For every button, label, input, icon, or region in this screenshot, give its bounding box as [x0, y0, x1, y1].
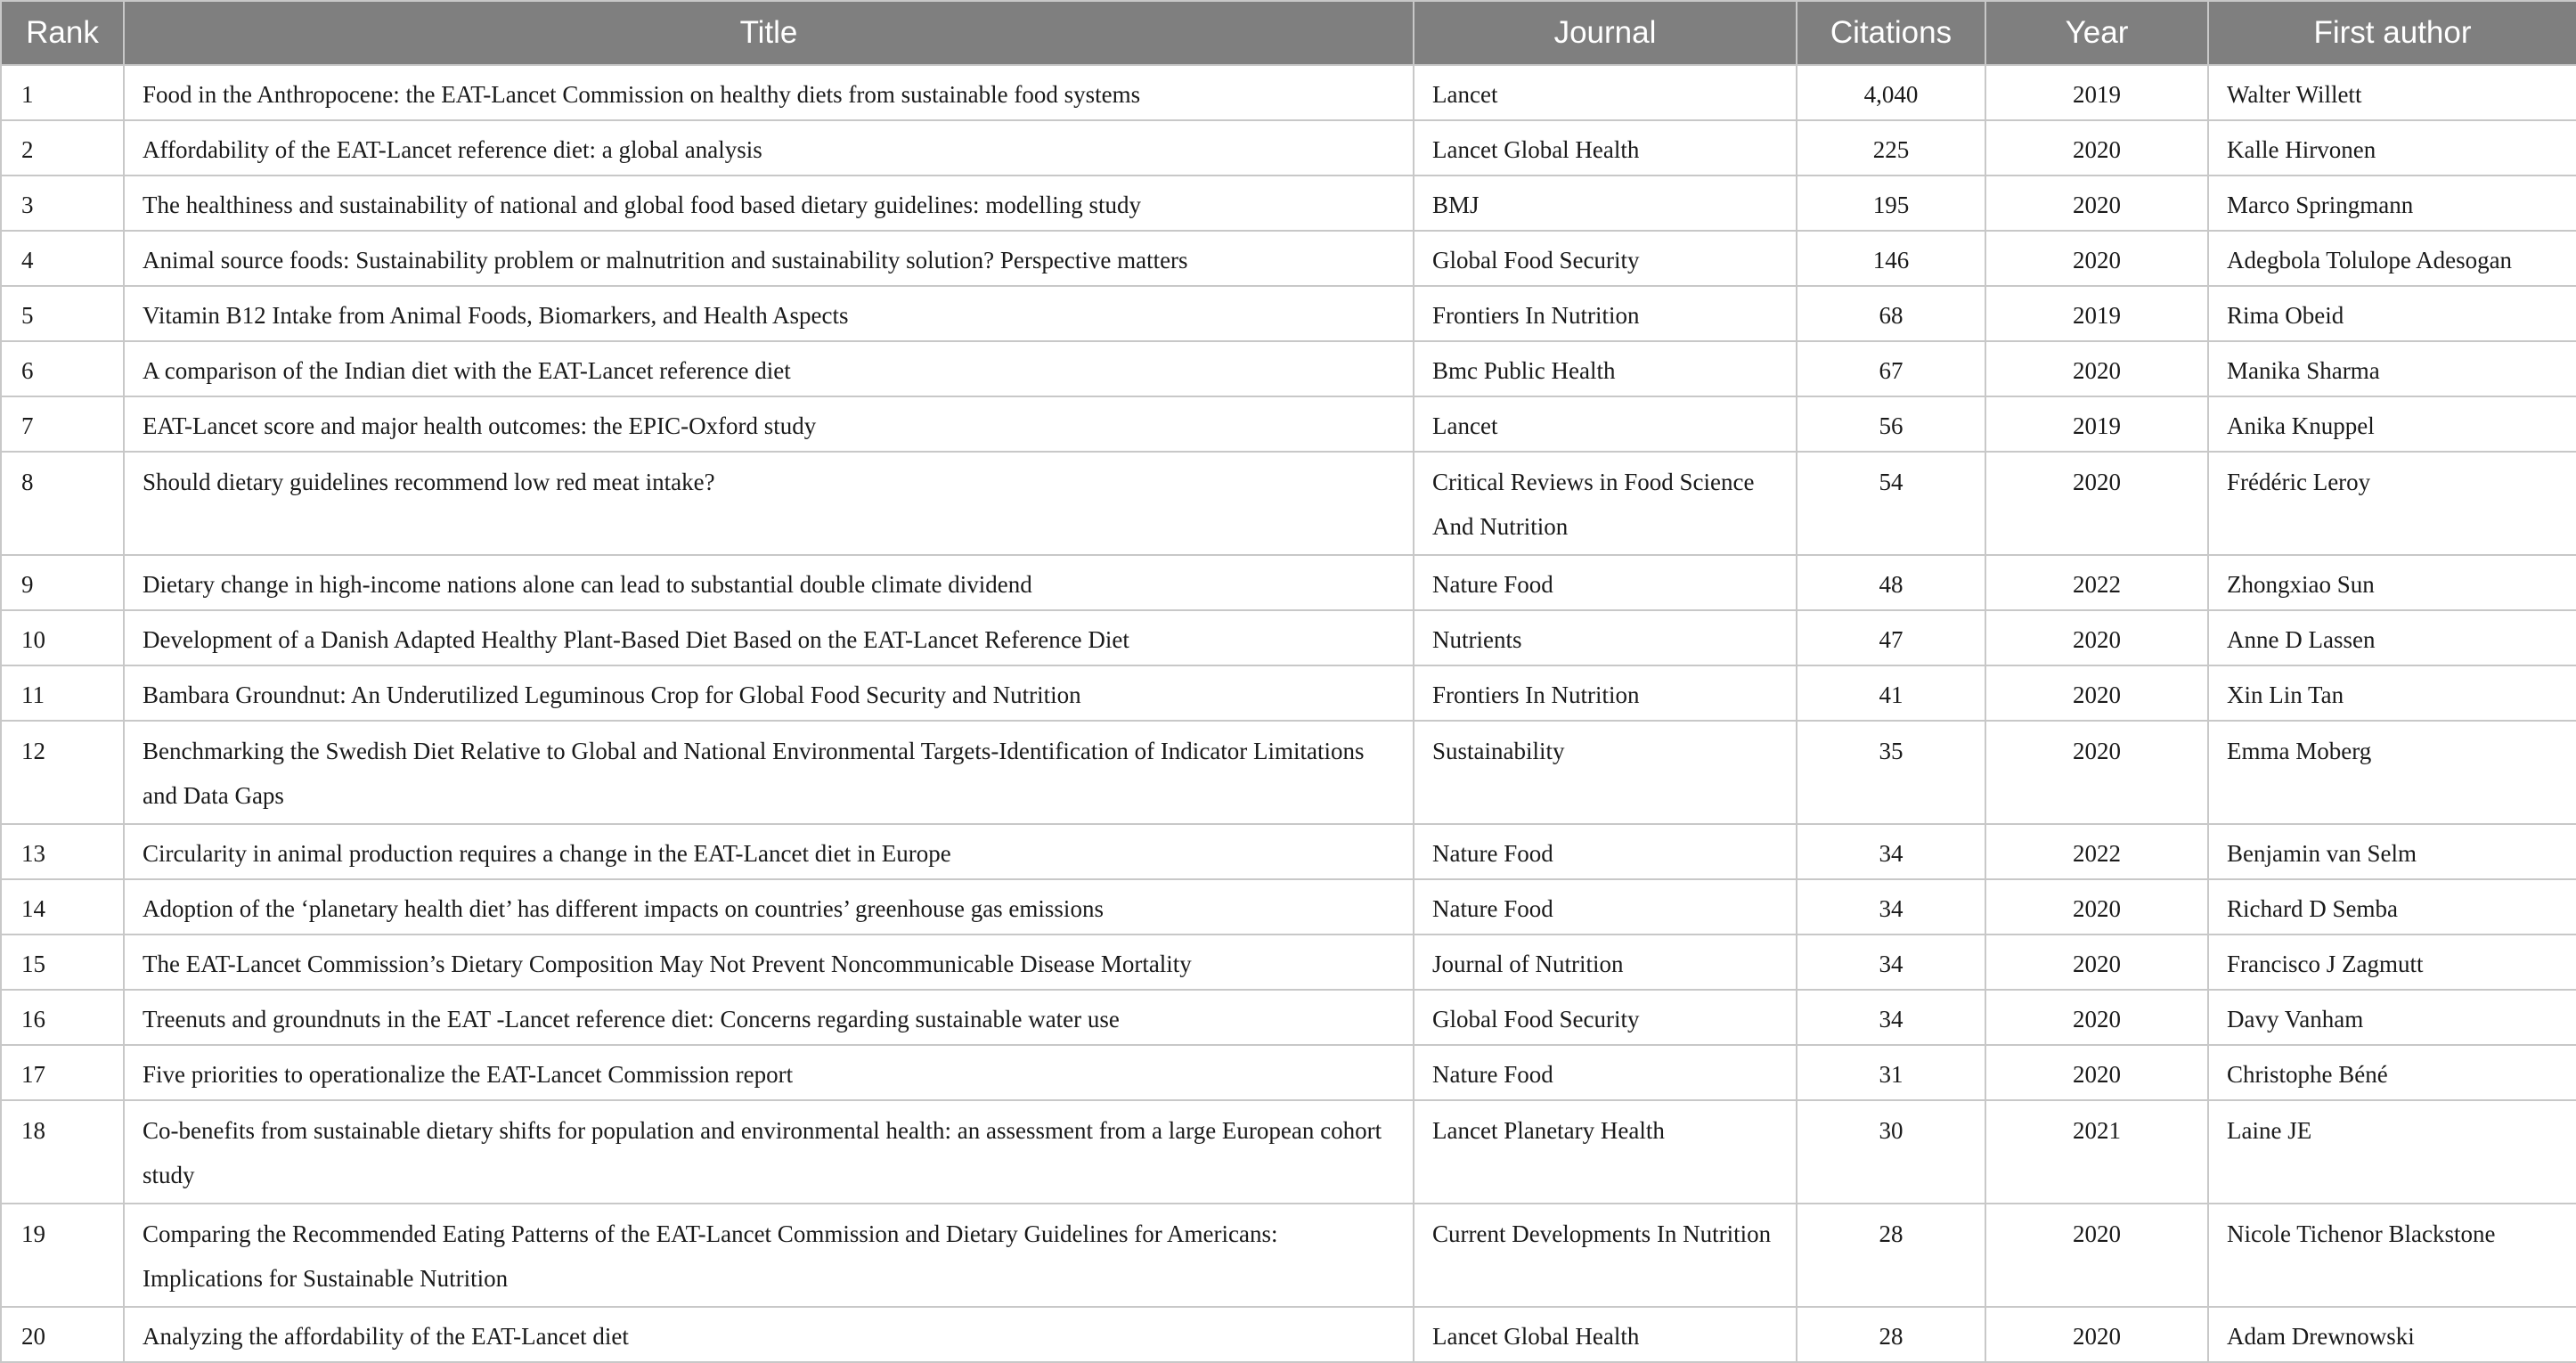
- cell-citations: 225: [1797, 120, 1985, 175]
- table-row: [1, 1045, 2576, 1100]
- cell-rank: 2: [1, 120, 124, 175]
- cell-title: Should dietary guidelines recommend low red meat intake?: [124, 452, 1414, 555]
- cell-rank: 19: [1, 1204, 124, 1307]
- cell-year: 2022: [1985, 555, 2208, 610]
- cell-title: Five priorities to operationalize the EAT-Lancet Commission report: [124, 1045, 1414, 1100]
- cell-citations: 48: [1797, 555, 1985, 610]
- cell-first-author: Richard D Semba: [2208, 879, 2576, 935]
- cell-year: 2020: [1985, 610, 2208, 665]
- cell-journal: Nature Food: [1414, 879, 1797, 935]
- cell-journal: Lancet Planetary Health: [1414, 1100, 1797, 1204]
- cell-first-author: Rima Obeid: [2208, 286, 2576, 341]
- cell-first-author: Walter Willett: [2208, 65, 2576, 120]
- table-row: [1, 286, 2576, 341]
- cell-title: Analyzing the affordability of the EAT-Lancet diet: [124, 1307, 1414, 1362]
- cell-rank: 15: [1, 935, 124, 990]
- cell-first-author: Benjamin van Selm: [2208, 824, 2576, 879]
- cell-first-author: Frédéric Leroy: [2208, 452, 2576, 555]
- cell-title: EAT-Lancet score and major health outcomes: the EPIC-Oxford study: [124, 396, 1414, 452]
- cell-rank: 7: [1, 396, 124, 452]
- cell-title: Circularity in animal production requires a change in the EAT-Lancet diet in Europe: [124, 824, 1414, 879]
- cell-rank: 12: [1, 721, 124, 824]
- cell-journal: BMJ: [1414, 175, 1797, 231]
- cell-title: Adoption of the ‘planetary health diet’ has different impacts on countries’ greenhouse gas emissions: [124, 879, 1414, 935]
- cell-year: 2020: [1985, 175, 2208, 231]
- cell-first-author: Anne D Lassen: [2208, 610, 2576, 665]
- table-row: [1, 175, 2576, 231]
- cell-title: Vitamin B12 Intake from Animal Foods, Biomarkers, and Health Aspects: [124, 286, 1414, 341]
- cell-journal: Nature Food: [1414, 824, 1797, 879]
- cell-title: The healthiness and sustainability of national and global food based dietary guidelines: modelling study: [124, 175, 1414, 231]
- cell-citations: 31: [1797, 1045, 1985, 1100]
- cell-title: Co-benefits from sustainable dietary shifts for population and environmental health: an assessment from a large European cohort study: [124, 1100, 1414, 1204]
- cell-year: 2020: [1985, 452, 2208, 555]
- cell-rank: 16: [1, 990, 124, 1045]
- cell-title: A comparison of the Indian diet with the EAT-Lancet reference diet: [124, 341, 1414, 396]
- cell-year: 2022: [1985, 824, 2208, 879]
- table-row: [1, 721, 2576, 824]
- cell-title: Bambara Groundnut: An Underutilized Leguminous Crop for Global Food Security and Nutrition: [124, 665, 1414, 721]
- cell-rank: 20: [1, 1307, 124, 1362]
- header-journal: Journal: [1414, 1, 1797, 65]
- table-body: [1, 65, 2576, 1362]
- table-row: [1, 65, 2576, 120]
- cell-journal: Journal of Nutrition: [1414, 935, 1797, 990]
- cell-citations: 35: [1797, 721, 1985, 824]
- cell-journal: Lancet Global Health: [1414, 1307, 1797, 1362]
- cell-first-author: Nicole Tichenor Blackstone: [2208, 1204, 2576, 1307]
- table-row: [1, 935, 2576, 990]
- table-row: [1, 555, 2576, 610]
- cell-year: 2020: [1985, 341, 2208, 396]
- cell-year: 2019: [1985, 396, 2208, 452]
- cell-title: Affordability of the EAT-Lancet reference diet: a global analysis: [124, 120, 1414, 175]
- cell-first-author: Emma Moberg: [2208, 721, 2576, 824]
- cell-year: 2019: [1985, 286, 2208, 341]
- cell-citations: 47: [1797, 610, 1985, 665]
- cell-citations: 146: [1797, 231, 1985, 286]
- cell-journal: Nutrients: [1414, 610, 1797, 665]
- table-header: [1, 1, 2576, 65]
- cell-citations: 30: [1797, 1100, 1985, 1204]
- header-citations: Citations: [1797, 1, 1985, 65]
- table-row: [1, 231, 2576, 286]
- cell-citations: 4,040: [1797, 65, 1985, 120]
- cell-citations: 28: [1797, 1307, 1985, 1362]
- table-row: [1, 824, 2576, 879]
- table-row: [1, 341, 2576, 396]
- cell-first-author: Marco Springmann: [2208, 175, 2576, 231]
- cell-journal: Global Food Security: [1414, 990, 1797, 1045]
- cell-year: 2019: [1985, 65, 2208, 120]
- cell-citations: 34: [1797, 990, 1985, 1045]
- cell-journal: Nature Food: [1414, 555, 1797, 610]
- cell-title: The EAT-Lancet Commission’s Dietary Composition May Not Prevent Noncommunicable Disease Mortality: [124, 935, 1414, 990]
- table-row: [1, 396, 2576, 452]
- cell-journal: Frontiers In Nutrition: [1414, 286, 1797, 341]
- cell-journal: Critical Reviews in Food Science And Nutrition: [1414, 452, 1797, 555]
- table-row: [1, 610, 2576, 665]
- table-row: [1, 452, 2576, 555]
- header-rank: Rank: [1, 1, 124, 65]
- cell-first-author: Adam Drewnowski: [2208, 1307, 2576, 1362]
- cell-rank: 17: [1, 1045, 124, 1100]
- cell-journal: Frontiers In Nutrition: [1414, 665, 1797, 721]
- cell-rank: 10: [1, 610, 124, 665]
- cell-first-author: Anika Knuppel: [2208, 396, 2576, 452]
- cell-journal: Bmc Public Health: [1414, 341, 1797, 396]
- cell-rank: 11: [1, 665, 124, 721]
- cell-title: Benchmarking the Swedish Diet Relative to Global and National Environmental Targets-Identification of Indicator Limitations and Data Gaps: [124, 721, 1414, 824]
- cell-rank: 13: [1, 824, 124, 879]
- cell-rank: 8: [1, 452, 124, 555]
- cell-citations: 34: [1797, 935, 1985, 990]
- cell-rank: 3: [1, 175, 124, 231]
- cell-year: 2020: [1985, 231, 2208, 286]
- cell-citations: 54: [1797, 452, 1985, 555]
- cell-title: Development of a Danish Adapted Healthy Plant-Based Diet Based on the EAT-Lancet Reference Diet: [124, 610, 1414, 665]
- cell-first-author: Francisco J Zagmutt: [2208, 935, 2576, 990]
- cell-first-author: Christophe Béné: [2208, 1045, 2576, 1100]
- cell-citations: 28: [1797, 1204, 1985, 1307]
- cell-title: Food in the Anthropocene: the EAT-Lancet Commission on healthy diets from sustainable food systems: [124, 65, 1414, 120]
- table-row: [1, 1307, 2576, 1362]
- table-row: [1, 879, 2576, 935]
- cell-rank: 1: [1, 65, 124, 120]
- cell-year: 2020: [1985, 665, 2208, 721]
- cell-first-author: Xin Lin Tan: [2208, 665, 2576, 721]
- cell-year: 2020: [1985, 1307, 2208, 1362]
- cell-citations: 67: [1797, 341, 1985, 396]
- cell-journal: Global Food Security: [1414, 231, 1797, 286]
- cell-journal: Nature Food: [1414, 1045, 1797, 1100]
- table-row: [1, 1100, 2576, 1204]
- header-first-author: First author: [2208, 1, 2576, 65]
- cell-year: 2021: [1985, 1100, 2208, 1204]
- cell-rank: 6: [1, 341, 124, 396]
- cell-year: 2020: [1985, 1204, 2208, 1307]
- table-row: [1, 990, 2576, 1045]
- cell-year: 2020: [1985, 990, 2208, 1045]
- cell-rank: 9: [1, 555, 124, 610]
- cell-citations: 34: [1797, 879, 1985, 935]
- cell-citations: 68: [1797, 286, 1985, 341]
- cell-year: 2020: [1985, 879, 2208, 935]
- cell-title: Treenuts and groundnuts in the EAT -Lancet reference diet: Concerns regarding sustainable water use: [124, 990, 1414, 1045]
- cell-first-author: Laine JE: [2208, 1100, 2576, 1204]
- cell-title: Comparing the Recommended Eating Patterns of the EAT-Lancet Commission and Dietary Guidelines for Americans: Implications for Sustainable Nutrition: [124, 1204, 1414, 1307]
- cell-rank: 14: [1, 879, 124, 935]
- cell-year: 2020: [1985, 935, 2208, 990]
- cell-journal: Lancet: [1414, 396, 1797, 452]
- header-title: Title: [124, 1, 1414, 65]
- cell-journal: Lancet: [1414, 65, 1797, 120]
- cell-citations: 56: [1797, 396, 1985, 452]
- cell-citations: 41: [1797, 665, 1985, 721]
- cell-year: 2020: [1985, 1045, 2208, 1100]
- cell-first-author: Adegbola Tolulope Adesogan: [2208, 231, 2576, 286]
- table-row: [1, 1204, 2576, 1307]
- cell-rank: 5: [1, 286, 124, 341]
- cell-citations: 34: [1797, 824, 1985, 879]
- header-row: [1, 1, 2576, 65]
- cell-rank: 18: [1, 1100, 124, 1204]
- table-row: [1, 120, 2576, 175]
- cell-citations: 195: [1797, 175, 1985, 231]
- cell-title: Animal source foods: Sustainability problem or malnutrition and sustainability solution? Perspective matters: [124, 231, 1414, 286]
- header-year: Year: [1985, 1, 2208, 65]
- table-row: [1, 665, 2576, 721]
- cell-title: Dietary change in high-income nations alone can lead to substantial double climate dividend: [124, 555, 1414, 610]
- cell-first-author: Zhongxiao Sun: [2208, 555, 2576, 610]
- cell-journal: Lancet Global Health: [1414, 120, 1797, 175]
- cell-journal: Sustainability: [1414, 721, 1797, 824]
- cell-year: 2020: [1985, 721, 2208, 824]
- cell-journal: Current Developments In Nutrition: [1414, 1204, 1797, 1307]
- cell-first-author: Davy Vanham: [2208, 990, 2576, 1045]
- cell-first-author: Manika Sharma: [2208, 341, 2576, 396]
- cell-year: 2020: [1985, 120, 2208, 175]
- cell-first-author: Kalle Hirvonen: [2208, 120, 2576, 175]
- cell-rank: 4: [1, 231, 124, 286]
